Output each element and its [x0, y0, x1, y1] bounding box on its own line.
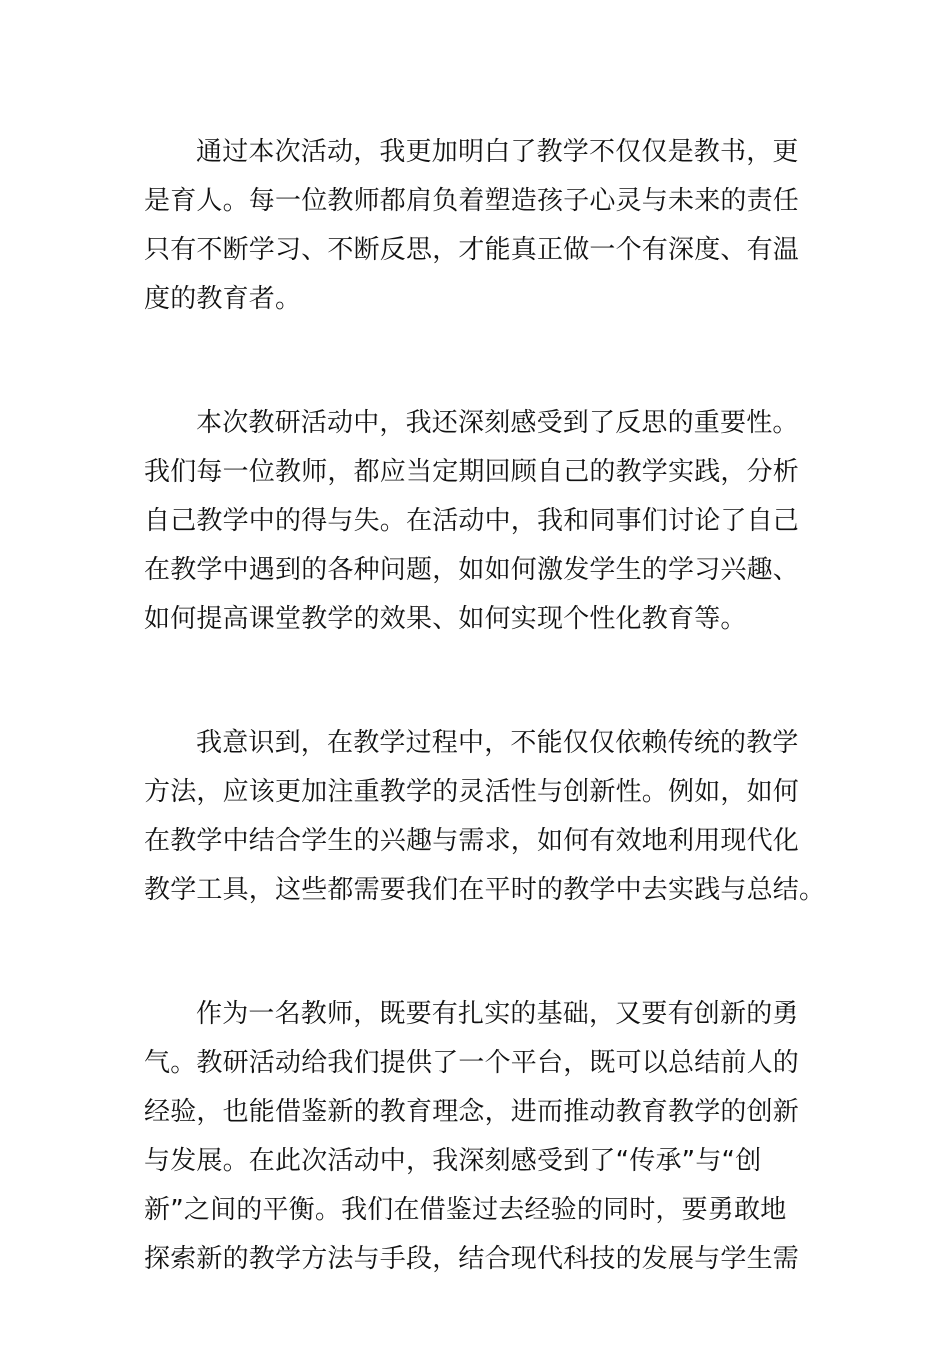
paragraph-line: 在教学中结合学生的兴趣与需求，如何有效地利用现代化: [144, 826, 800, 856]
paragraph-2: [144, 399, 808, 644]
paragraph-line: 是育人。每一位教师都肩负着塑造孩子心灵与未来的责任: [144, 186, 800, 216]
paragraph-line: 我意识到，在教学过程中，不能仅仅依赖传统的教学: [196, 728, 799, 758]
paragraph-line: 气。教研活动给我们提供了一个平台，既可以总结前人的: [144, 1048, 800, 1078]
paragraph-line: 本次教研活动中，我还深刻感受到了反思的重要性。: [196, 408, 799, 438]
paragraph-line: 方法，应该更加注重教学的灵活性与创新性。例如，如何: [144, 777, 800, 807]
paragraph-line: 教学工具，这些都需要我们在平时的教学中去实践与总结。: [144, 875, 826, 905]
paragraph-line: 新”之间的平衡。我们在借鉴过去经验的同时，要勇敢地: [144, 1195, 787, 1225]
paragraph-line: 我们每一位教师，都应当定期回顾自己的教学实践，分析: [144, 457, 800, 487]
paragraph-1: [144, 128, 808, 324]
paragraph-line: 通过本次活动，我更加明白了教学不仅仅是教书，更: [196, 137, 799, 167]
paragraph-line: 只有不断学习、不断反思，才能真正做一个有深度、有温: [144, 235, 800, 265]
paragraph-line: 如何提高课堂教学的效果、如何实现个性化教育等。: [144, 604, 747, 634]
paragraph-line: 探索新的教学方法与手段，结合现代科技的发展与学生需: [144, 1244, 800, 1274]
paragraph-4: [144, 990, 808, 1284]
paragraph-line: 度的教育者。: [144, 284, 302, 314]
paragraph-line: 与发展。在此次活动中，我深刻感受到了“传承”与“创: [144, 1146, 762, 1176]
document-body: [144, 128, 826, 1359]
paragraph-line: 在教学中遇到的各种问题，如如何激发学生的学习兴趣、: [144, 555, 800, 585]
paragraph-3: [144, 719, 826, 915]
paragraph-line: 作为一名教师，既要有扎实的基础，又要有创新的勇: [196, 999, 799, 1029]
paragraph-line: 自己教学中的得与失。在活动中，我和同事们讨论了自己: [144, 506, 800, 536]
paragraph-line: 经验，也能借鉴新的教育理念，进而推动教育教学的创新: [144, 1097, 800, 1127]
